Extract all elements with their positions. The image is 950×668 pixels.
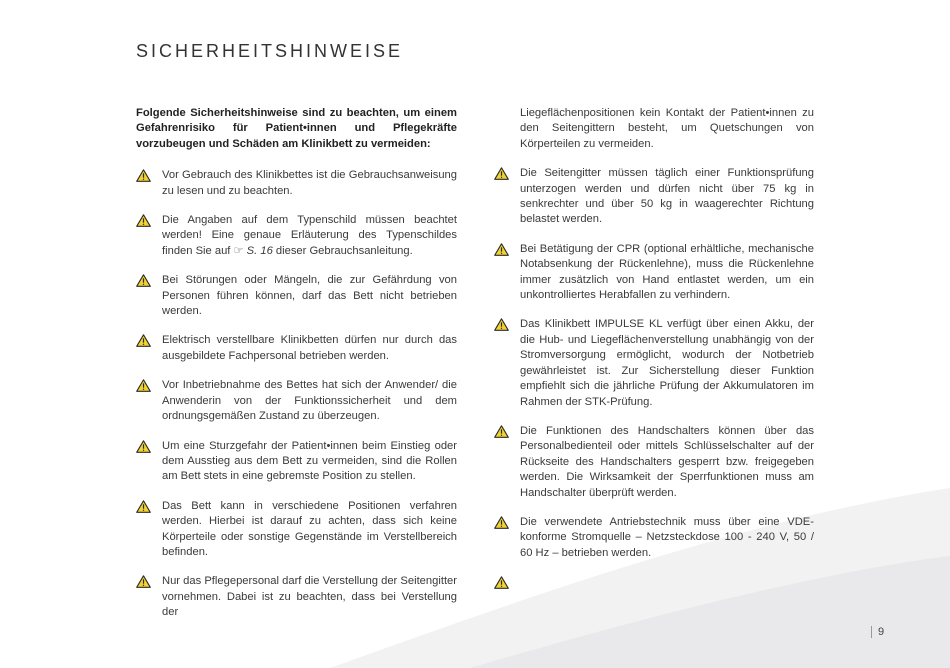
safety-item xyxy=(494,242,814,304)
left-column xyxy=(136,106,457,635)
safety-item xyxy=(494,424,814,501)
safety-item xyxy=(494,166,814,228)
safety-item-text: Bei Betätigung der CPR (optional erhältliche, mechanische Notabsenkung der Rückenlehne), muss die Rückenlehne immer zusätzlich von Hand entlastet werden, um ein unkontrolliertes Herabfallen zu verhindern. xyxy=(520,242,814,302)
warning-triangle-icon xyxy=(136,575,151,588)
page-number: 9 xyxy=(871,626,884,638)
safety-item-text: Das Bett kann in verschiedene Positionen verfahren werden. Hierbei ist darauf zu achten, dass sich keine Körperteile oder sonstige Gegenstände im Verstellbereich befinden. xyxy=(162,499,457,558)
safety-item xyxy=(136,378,457,424)
warning-triangle-icon xyxy=(494,576,509,589)
intro-text: Folgende Sicherheitshinweise sind zu beachten, um einem Gefahrenrisiko für Patient•innen und Pflegekräfte vorzubeugen und Schäden am Klinikbett zu vermeiden: xyxy=(136,107,457,150)
page-title: SICHERHEITSHINWEISE xyxy=(136,41,404,61)
warning-triangle-icon xyxy=(136,440,151,453)
right-column xyxy=(494,106,814,575)
warning-triangle-icon xyxy=(494,318,509,331)
safety-item-text: Die Funktionen des Handschalters können über das Personalbedienteil oder mittels Schlüsselschalter auf der Rückseite des Handschalters gesperrt bzw. freigegeben werden. Die Wirksamkeit der Sperrfunktionen muss am Handschalter überprüft werden. xyxy=(520,424,814,499)
safety-item-text: Die Seitengitter müssen täglich einer Funktionsprüfung unterzogen werden und dürfen nicht über 75 kg in senkrechter und über 50 kg in waagerechter Richtung belastet werden. xyxy=(520,167,814,226)
safety-item-text: Vor Inbetriebnahme des Bettes hat sich der Anwender/ die Anwenderin von der Funktionssicherheit und dem ordnungsgemäßen Zustand zu überzeugen. xyxy=(162,379,457,423)
warning-triangle-icon xyxy=(136,500,151,513)
safety-item-text: Die verwendete Antriebstechnik muss über eine VDE-konforme Stromquelle – Netzsteckdose 100 - 240 V, 50 / 60 Hz – betrieben werden. xyxy=(520,515,814,559)
warning-triangle-icon xyxy=(136,379,151,392)
safety-item xyxy=(136,168,457,199)
pointing-hand-icon: ☞ xyxy=(233,244,244,257)
warning-triangle-icon xyxy=(136,334,151,347)
safety-item-text-after: dieser Gebrauchsanleitung. xyxy=(275,244,413,257)
warning-triangle-icon xyxy=(136,214,151,227)
safety-item-text: Elektrisch verstellbare Klinikbetten dürfen nur durch das ausgebildete Fachpersonal betrieben werden. xyxy=(162,334,457,362)
safety-item-text: Das Klinikbett IMPULSE KL verfügt über einen Akku, der die Hub- und Liegeflächenverstellung unabhängig von der Stromversorgung ermöglicht, wodurch der Notbetrieb gewährleistet ist. Zur Sicherstellung dieser Funktion empfiehlt sich die jährliche Prüfung der Akkumulatoren im Rahmen der STK-Prüfung. xyxy=(520,318,814,408)
warning-triangle-icon xyxy=(494,243,509,256)
safety-item xyxy=(136,213,457,259)
warning-triangle-icon xyxy=(136,274,151,287)
safety-item-text: Vor Gebrauch des Klinikbettes ist die Gebrauchsanweisung zu lesen und zu beachten. xyxy=(162,169,457,197)
warning-triangle-icon xyxy=(136,169,151,182)
safety-item xyxy=(136,499,457,561)
safety-item xyxy=(136,574,457,620)
safety-item xyxy=(494,515,814,561)
safety-item-text: Nur das Pflegepersonal darf die Verstellung der Seitengitter vornehmen. Dabei ist zu beachten, dass bei Verstellung der xyxy=(162,575,457,619)
safety-item-text: Bei Störungen oder Mängeln, die zur Gefährdung von Personen führen können, darf das Bett nicht betrieben werden. xyxy=(162,274,457,318)
safety-item-text: Um eine Sturzgefahr der Patient•innen beim Einstieg oder dem Ausstieg aus dem Bett zu vermeiden, sind die Rollen am Bett stets in eine gebremste Position zu stellen. xyxy=(162,439,457,483)
warning-triangle-icon xyxy=(494,167,509,180)
page-reference-link[interactable]: S. 16 xyxy=(246,244,273,257)
warning-triangle-icon xyxy=(494,516,509,529)
safety-item xyxy=(136,273,457,319)
safety-item xyxy=(136,333,457,364)
continued-text: Liegeflächenpositionen kein Kontakt der Patient•innen zu den Seitengittern besteht, um Quetschungen von Körperteilen zu vermeiden. xyxy=(520,107,814,150)
safety-item-text: Die Angaben auf dem Typenschild müssen beachtet werden! Eine genaue Erläuterung des Typenschildes finden Sie auf xyxy=(162,214,457,257)
safety-item xyxy=(494,317,814,409)
warning-triangle-icon xyxy=(494,425,509,438)
safety-item xyxy=(136,439,457,485)
